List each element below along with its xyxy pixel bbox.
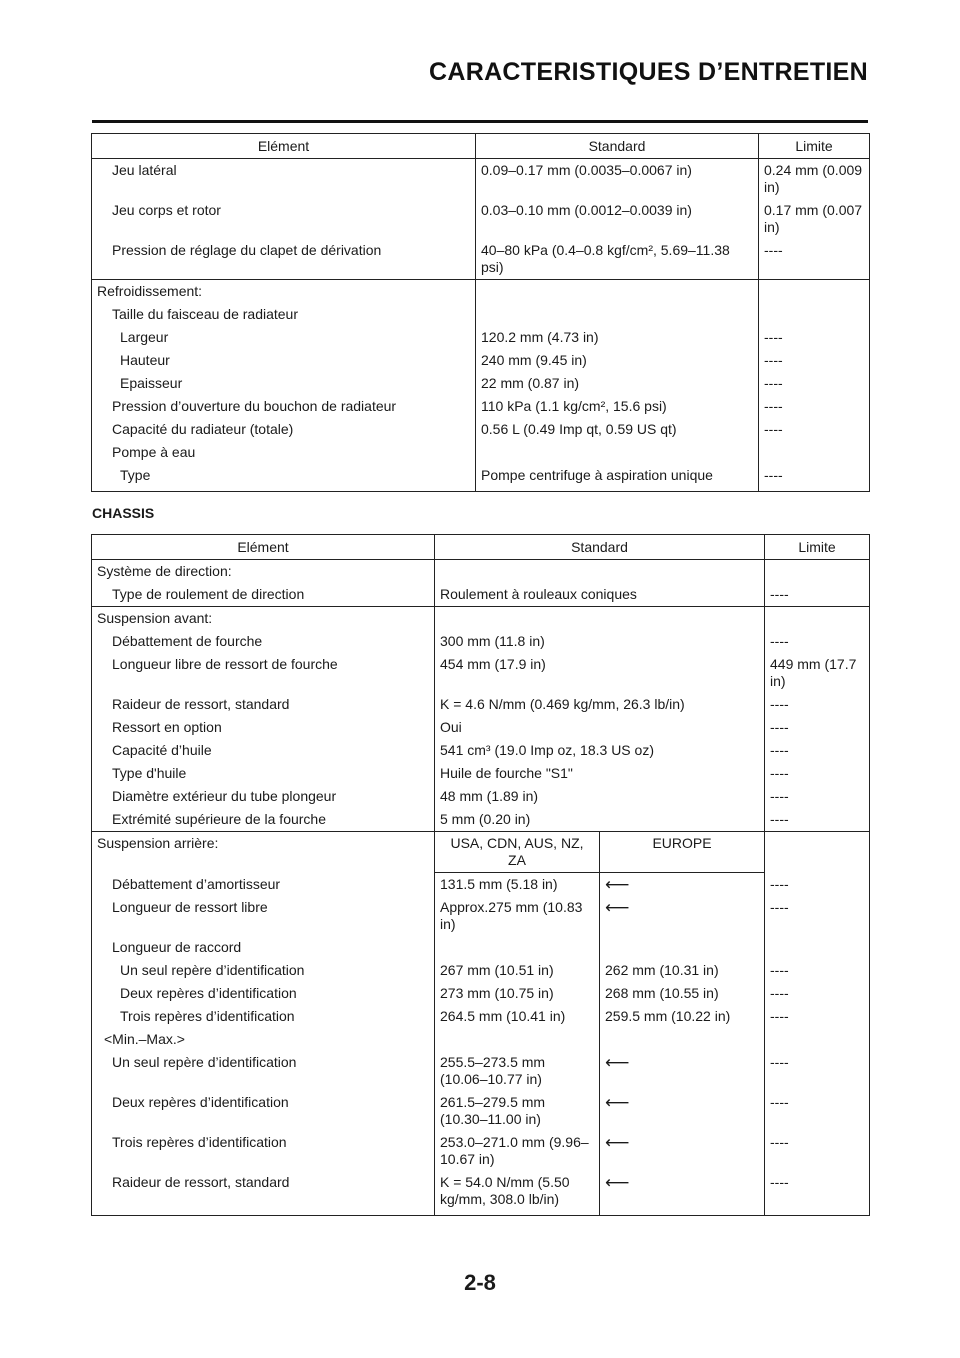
table-row — [92, 1091, 870, 1131]
table-row — [92, 1131, 870, 1171]
cell-element: <Min.–Max.> — [92, 1028, 435, 1051]
cell-standard: K = 4.6 N/mm (0.469 kg/mm, 26.3 lb/in) — [435, 693, 765, 716]
cell-limit: ---- — [759, 239, 870, 280]
table-row — [92, 349, 870, 372]
cell-standard: 110 kPa (1.1 kg/cm², 15.6 psi) — [476, 395, 759, 418]
cell-standard: 454 mm (17.9 in) — [435, 653, 765, 693]
cell-element: Type — [92, 464, 476, 492]
cell-standard — [435, 560, 765, 584]
cell-limit — [765, 607, 870, 631]
cell-limit — [759, 280, 870, 304]
table-row — [92, 716, 870, 739]
cell-usa — [435, 936, 600, 959]
cell-limit — [765, 832, 870, 873]
table-row — [92, 982, 870, 1005]
table-header-row — [92, 134, 870, 159]
table-row — [92, 739, 870, 762]
cell-usa: 253.0–271.0 mm (9.96–10.67 in) — [435, 1131, 600, 1171]
cell-usa: K = 54.0 N/mm (5.50 kg/mm, 308.0 lb/in) — [435, 1171, 600, 1216]
table-row — [92, 199, 870, 239]
cell-usa: 273 mm (10.75 in) — [435, 982, 600, 1005]
cell-limit: ---- — [765, 785, 870, 808]
cell-standard: 0.56 L (0.49 Imp qt, 0.59 US qt) — [476, 418, 759, 441]
cell-standard — [476, 303, 759, 326]
cell-limit — [765, 560, 870, 584]
cell-usa: 131.5 mm (5.18 in) — [435, 873, 600, 897]
table-row — [92, 418, 870, 441]
cell-standard: 40–80 kPa (0.4–0.8 kgf/cm², 5.69–11.38 psi) — [476, 239, 759, 280]
table-row — [92, 1051, 870, 1091]
table-row — [92, 1028, 870, 1051]
table-row — [92, 303, 870, 326]
cell-standard: 240 mm (9.45 in) — [476, 349, 759, 372]
table-row — [92, 372, 870, 395]
cell-usa — [435, 1028, 600, 1051]
cell-limit: ---- — [765, 1091, 870, 1131]
cell-element: Pression de réglage du clapet de dérivation — [92, 239, 476, 280]
table-row — [92, 808, 870, 832]
cell-element: Débattement de fourche — [92, 630, 435, 653]
cell-element: Raideur de ressort, standard — [92, 1171, 435, 1216]
cell-element: Type d'huile — [92, 762, 435, 785]
cell-standard: 48 mm (1.89 in) — [435, 785, 765, 808]
cell-element: Longueur de ressort libre — [92, 896, 435, 936]
cell-element: Hauteur — [92, 349, 476, 372]
cell-limit: ---- — [765, 959, 870, 982]
cell-standard: 120.2 mm (4.73 in) — [476, 326, 759, 349]
cell-usa: 255.5–273.5 mm (10.06–10.77 in) — [435, 1051, 600, 1091]
cell-limit — [765, 936, 870, 959]
col-header-limit: Limite — [765, 535, 870, 560]
cell-limit: ---- — [765, 583, 870, 607]
cell-group-label: Refroidissement: — [92, 280, 476, 304]
cell-element: Type de roulement de direction — [92, 583, 435, 607]
cell-element: Taille du faisceau de radiateur — [92, 303, 476, 326]
cell-element: Epaisseur — [92, 372, 476, 395]
cell-group-label: Système de direction: — [92, 560, 435, 584]
cell-europe: 259.5 mm (10.22 in) — [600, 1005, 765, 1028]
cell-element: Un seul repère d’identification — [92, 959, 435, 982]
cell-standard: 300 mm (11.8 in) — [435, 630, 765, 653]
cell-limit: 0.17 mm (0.007 in) — [759, 199, 870, 239]
cell-usa: 267 mm (10.51 in) — [435, 959, 600, 982]
cell-europe — [600, 1028, 765, 1051]
table-row — [92, 583, 870, 607]
table-row — [92, 1005, 870, 1028]
same-as-arrow-icon: ⟵ — [600, 1171, 765, 1216]
cell-limit: ---- — [765, 1131, 870, 1171]
table-row — [92, 239, 870, 280]
same-as-arrow-icon: ⟵ — [600, 1131, 765, 1171]
cell-limit: ---- — [765, 982, 870, 1005]
cell-element: Trois repères d’identification — [92, 1131, 435, 1171]
cell-element: Débattement d’amortisseur — [92, 873, 435, 897]
cell-standard: 541 cm³ (19.0 Imp oz, 18.3 US oz) — [435, 739, 765, 762]
cell-element: Pompe à eau — [92, 441, 476, 464]
cell-element: Capacité d’huile — [92, 739, 435, 762]
cell-element: Un seul repère d’identification — [92, 1051, 435, 1091]
cell-element: Extrémité supérieure de la fourche — [92, 808, 435, 832]
cell-limit: ---- — [759, 395, 870, 418]
cell-element: Pression d’ouverture du bouchon de radiateur — [92, 395, 476, 418]
cell-limit: ---- — [765, 693, 870, 716]
title-rule — [92, 120, 868, 123]
chassis-spec-table — [91, 534, 870, 1216]
cell-element: Trois repères d’identification — [92, 1005, 435, 1028]
table-row — [92, 159, 870, 200]
cell-limit: ---- — [765, 808, 870, 832]
col-header-element: Elément — [92, 134, 476, 159]
cell-europe: 268 mm (10.55 in) — [600, 982, 765, 1005]
cell-element: Ressort en option — [92, 716, 435, 739]
cell-limit: ---- — [765, 1171, 870, 1216]
table-row — [92, 560, 870, 584]
same-as-arrow-icon: ⟵ — [600, 1051, 765, 1091]
same-as-arrow-icon: ⟵ — [600, 896, 765, 936]
cell-limit: 449 mm (17.7 in) — [765, 653, 870, 693]
table-row — [92, 785, 870, 808]
cell-limit: ---- — [765, 716, 870, 739]
cell-standard: Oui — [435, 716, 765, 739]
cell-element: Jeu latéral — [92, 159, 476, 200]
cell-limit — [765, 1028, 870, 1051]
table-row — [92, 326, 870, 349]
cell-element: Jeu corps et rotor — [92, 199, 476, 239]
cell-element: Deux repères d’identification — [92, 982, 435, 1005]
cell-limit: ---- — [759, 418, 870, 441]
cell-standard: 22 mm (0.87 in) — [476, 372, 759, 395]
cell-limit: ---- — [765, 896, 870, 936]
table-row — [92, 1171, 870, 1216]
cell-element: Diamètre extérieur du tube plongeur — [92, 785, 435, 808]
cell-limit: ---- — [765, 1051, 870, 1091]
col-header-limit: Limite — [759, 134, 870, 159]
cell-element: Largeur — [92, 326, 476, 349]
cooling-spec-table — [91, 133, 870, 492]
table-row — [92, 464, 870, 492]
table-row — [92, 607, 870, 631]
table-row — [92, 762, 870, 785]
cell-europe: 262 mm (10.31 in) — [600, 959, 765, 982]
cell-standard: Roulement à rouleaux coniques — [435, 583, 765, 607]
cell-standard — [476, 441, 759, 464]
table-row — [92, 896, 870, 936]
table-row — [92, 693, 870, 716]
table-row — [92, 936, 870, 959]
cell-europe — [600, 936, 765, 959]
cell-limit: ---- — [765, 873, 870, 897]
col-header-standard: Standard — [435, 535, 765, 560]
cell-usa: Approx.275 mm (10.83 in) — [435, 896, 600, 936]
cell-element: Longueur libre de ressort de fourche — [92, 653, 435, 693]
cell-limit: ---- — [759, 349, 870, 372]
cell-standard — [476, 280, 759, 304]
table-row — [92, 395, 870, 418]
cell-standard: Huile de fourche "S1" — [435, 762, 765, 785]
cell-limit: ---- — [765, 630, 870, 653]
same-as-arrow-icon: ⟵ — [600, 873, 765, 897]
cell-standard — [435, 607, 765, 631]
cell-standard: Pompe centrifuge à aspiration unique — [476, 464, 759, 492]
table-row — [92, 630, 870, 653]
table-header-row — [92, 535, 870, 560]
cell-element: Capacité du radiateur (totale) — [92, 418, 476, 441]
cell-standard: 0.03–0.10 mm (0.0012–0.0039 in) — [476, 199, 759, 239]
cell-element: Raideur de ressort, standard — [92, 693, 435, 716]
col-header-europe: EUROPE — [600, 832, 765, 873]
table-row — [92, 280, 870, 304]
cell-usa: 261.5–279.5 mm (10.30–11.00 in) — [435, 1091, 600, 1131]
section-title-chassis: CHASSIS — [92, 505, 155, 521]
table-row — [92, 441, 870, 464]
cell-standard: 0.09–0.17 mm (0.0035–0.0067 in) — [476, 159, 759, 200]
cell-limit: 0.24 mm (0.009 in) — [759, 159, 870, 200]
cell-element: Longueur de raccord — [92, 936, 435, 959]
table-row — [92, 653, 870, 693]
col-header-element: Elément — [92, 535, 435, 560]
cell-limit: ---- — [765, 739, 870, 762]
same-as-arrow-icon: ⟵ — [600, 1091, 765, 1131]
col-header-standard: Standard — [476, 134, 759, 159]
table-row — [92, 959, 870, 982]
cell-limit — [759, 303, 870, 326]
page-number: 2-8 — [464, 1270, 496, 1295]
cell-limit: ---- — [759, 372, 870, 395]
cell-limit: ---- — [759, 464, 870, 492]
cell-limit: ---- — [765, 1005, 870, 1028]
cell-limit — [759, 441, 870, 464]
cell-limit: ---- — [759, 326, 870, 349]
table-row — [92, 873, 870, 897]
rear-suspension-header-row — [92, 832, 870, 873]
col-header-usa: USA, CDN, AUS, NZ, ZA — [435, 832, 600, 873]
cell-standard: 5 mm (0.20 in) — [435, 808, 765, 832]
page-title: CARACTERISTIQUES D’ENTRETIEN — [429, 58, 868, 86]
cell-group-label: Suspension avant: — [92, 607, 435, 631]
cell-usa: 264.5 mm (10.41 in) — [435, 1005, 600, 1028]
cell-limit: ---- — [765, 762, 870, 785]
cell-element: Deux repères d’identification — [92, 1091, 435, 1131]
cell-group-label: Suspension arrière: — [92, 832, 435, 873]
